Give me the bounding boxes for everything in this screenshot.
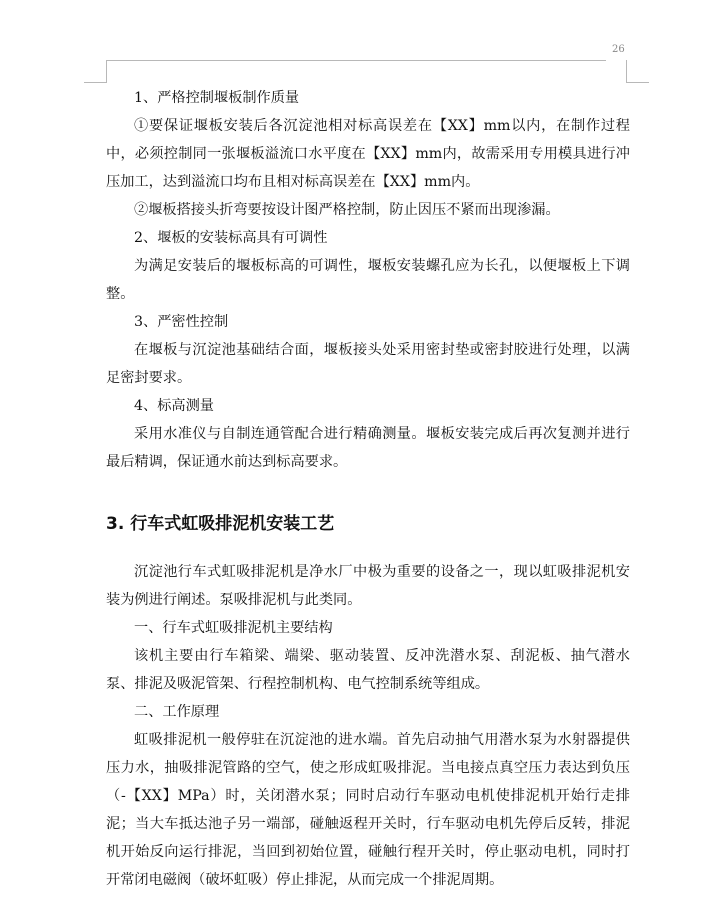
- subheading-4: 4、标高测量: [134, 398, 214, 414]
- section3-intro: 沉淀池行车式虹吸排泥机是净水厂中极为重要的设备之一，现以虹吸排泥机安装为例进行阐述。泵吸排泥机与此类同。: [106, 564, 630, 608]
- section3-principle-text: 虹吸排泥机一般停驻在沉淀池的进水端。首先启动抽气用潜水泵为水射器提供压力水，抽吸排泥管路的空气，使之形成虹吸排泥。当电接点真空压力表达到负压（-【XX】MPa）时，关闭潜水泵；同时启动行车驱动电机使排泥机开始行走排泥；当大车抵达池子另一端部，碰触返程开关时，行车驱动电机先停后反转，排泥机开始反向运行排泥，当回到初始位置，碰触行程开关时，停止驱动电机，同时打开常闭电磁阀（破坏虹吸）停止排泥，从而完成一个排泥周期。: [106, 732, 630, 888]
- document-body: [106, 84, 630, 894]
- section3-subheading-principle: 二、工作原理: [134, 704, 220, 720]
- page-number: 26: [612, 44, 625, 55]
- header-rule: [106, 60, 606, 61]
- subheading-3: 3、严密性控制: [134, 314, 229, 330]
- section3-structure-text: 该机主要由行车箱梁、端梁、驱动装置、反冲洗潜水泵、刮泥板、抽气潜水泵、排泥及吸泥管架、行程控制机构、电气控制系统等组成。: [106, 648, 630, 692]
- spacer: [106, 538, 630, 558]
- paragraph-2: 为满足安装后的堰板标高的可调性，堰板安装螺孔应为长孔，以便堰板上下调整。: [106, 258, 630, 302]
- crop-mark-right: [626, 60, 649, 83]
- paragraph-1-a: ①要保证堰板安装后各沉淀池相对标高误差在【XX】mm以内，在制作过程中，必须控制同一张堰板溢流口水平度在【XX】mm内，故需采用专用模具进行冲压加工，达到溢流口均布且相对标高误差在【XX】mm内。: [106, 118, 630, 190]
- paragraph-1-b: ②堰板搭接头折弯要按设计图严格控制，防止因压不紧而出现渗漏。: [134, 202, 560, 218]
- paragraph-4: 采用水准仪与自制连通管配合进行精确测量。堰板安装完成后再次复测并进行最后精调，保证通水前达到标高要求。: [106, 426, 630, 470]
- section-heading: 3. 行车式虹吸排泥机安装工艺: [106, 514, 335, 534]
- paragraph-3: 在堰板与沉淀池基础结合面，堰板接头处采用密封垫或密封胶进行处理，以满足密封要求。: [106, 342, 630, 386]
- spacer: [106, 476, 630, 510]
- crop-mark-left: [84, 60, 107, 83]
- section3-subheading-structure: 一、行车式虹吸排泥机主要结构: [134, 620, 333, 636]
- subheading-2: 2、堰板的安装标高具有可调性: [134, 230, 328, 246]
- subheading-1: 1、严格控制堰板制作质量: [134, 90, 300, 106]
